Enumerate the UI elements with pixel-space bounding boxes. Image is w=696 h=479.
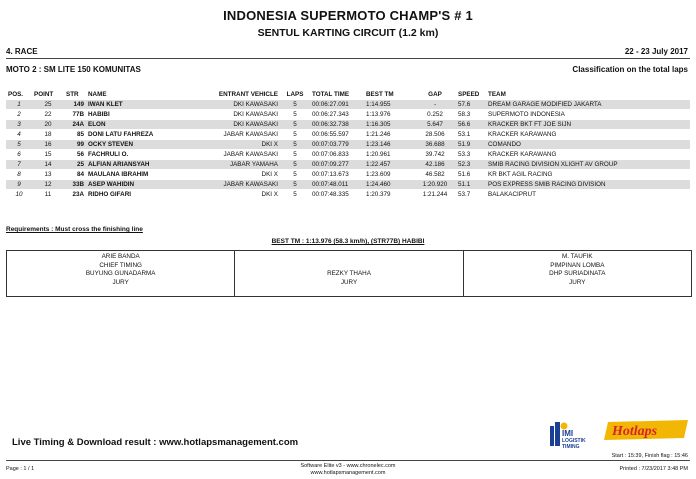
signature-middle (234, 251, 462, 296)
cell-pos: 4 (6, 130, 32, 140)
signatory-name: M. TAUFIK (562, 253, 593, 260)
cell-best-tm: 1:13.976 (364, 110, 414, 120)
cell-team: POS EXPRESS SMIB RACING DIVISION (486, 180, 690, 190)
cell-total-time: 00:07:03.779 (310, 140, 364, 150)
table-row (6, 140, 690, 150)
cell-name: ELON (86, 120, 194, 130)
cell-gap: 28.506 (414, 130, 456, 140)
cell-entrant: DKI X (194, 190, 280, 200)
cell-name: ALFIAN ARIANSYAH (86, 160, 194, 170)
cell-pos: 10 (6, 190, 32, 200)
signature-box (6, 250, 692, 297)
cell-gap: 39.742 (414, 150, 456, 160)
cell-gap: 5.647 (414, 120, 456, 130)
cell-gap: 0.252 (414, 110, 456, 120)
cell-total-time: 00:07:09.277 (310, 160, 364, 170)
cell-laps: 5 (280, 160, 310, 170)
header-divider (6, 58, 690, 59)
col-entrant: ENTRANT VEHICLE (218, 90, 278, 98)
cell-point: 13 (32, 170, 64, 180)
cell-total-time: 00:06:55.597 (310, 130, 364, 140)
cell-name: MAULANA IBRAHIM (86, 170, 194, 180)
cell-best-tm: 1:14.955 (364, 100, 414, 110)
cell-speed: 53.3 (456, 150, 486, 160)
cell-name: ASEP WAHIDIN (86, 180, 194, 190)
cell-laps: 5 (280, 170, 310, 180)
cell-str: 149 (64, 100, 86, 110)
cell-laps: 5 (280, 140, 310, 150)
cell-entrant: DKI KAWASAKI (194, 120, 280, 130)
cell-speed: 53.7 (456, 190, 486, 200)
cell-entrant: JABAR KAWASAKI (194, 150, 280, 160)
cell-name: DONI LATU FAHREZA (86, 130, 194, 140)
cell-team: KRACKER BKT FT JOE SIJN (486, 120, 690, 130)
document-title: INDONESIA SUPERMOTO CHAMP'S # 1 (223, 8, 473, 23)
cell-gap: 1:21.244 (414, 190, 456, 200)
cell-speed: 51.6 (456, 170, 486, 180)
signature-right (463, 251, 691, 296)
cell-str: 25 (64, 160, 86, 170)
software-credit (0, 463, 696, 477)
signatory-role: JURY (112, 278, 129, 286)
cell-str: 24A (64, 120, 86, 130)
cell-name: FACHRULI O. (86, 150, 194, 160)
cell-speed: 51.1 (456, 180, 486, 190)
cell-total-time: 00:06:27.091 (310, 100, 364, 110)
cell-str: 23A (64, 190, 86, 200)
cell-pos: 1 (6, 100, 32, 110)
printed-timestamp: Printed : 7/23/2017 3:48 PM (619, 466, 688, 472)
cell-pos: 7 (6, 160, 32, 170)
col-best-tm: BEST TM (366, 90, 394, 98)
event-dates: 22 - 23 July 2017 (624, 47, 688, 56)
classification-label: Classification on the total laps (572, 65, 688, 74)
cell-laps: 5 (280, 120, 310, 130)
cell-speed: 56.6 (456, 120, 486, 130)
cell-best-tm: 1:22.457 (364, 160, 414, 170)
cell-str: 99 (64, 140, 86, 150)
table-row (6, 180, 690, 190)
cell-laps: 5 (280, 100, 310, 110)
signatory-role: CHIEF TIMING (99, 261, 142, 269)
cell-total-time: 00:06:27.343 (310, 110, 364, 120)
best-time-note: BEST TM : 1:13.976 (58.3 km/h), (STR77B) HABIBI (271, 238, 425, 245)
cell-gap: 1:20.920 (414, 180, 456, 190)
cell-team: BALAKACIPRUT (486, 190, 690, 200)
imi-logo-bar (555, 422, 560, 446)
imi-logo-text: LOGISTIK (562, 438, 586, 444)
cell-entrant: DKI X (194, 140, 280, 150)
hotlaps-logo-text: Hotlaps (612, 424, 658, 439)
cell-laps: 5 (280, 110, 310, 120)
col-total-time: TOTAL TIME (312, 90, 350, 98)
footer-divider (6, 460, 690, 461)
cell-total-time: 00:06:32.738 (310, 120, 364, 130)
signatory-role: JURY (340, 278, 358, 286)
cell-point: 25 (32, 100, 64, 110)
cell-str: 85 (64, 130, 86, 140)
signatory-name: REZKY THAHA (327, 270, 371, 277)
circuit-title: SENTUL KARTING CIRCUIT (1.2 km) (257, 27, 439, 39)
table-row (6, 120, 690, 130)
imi-logo-text: TIMING (562, 444, 580, 450)
cell-pos: 3 (6, 120, 32, 130)
cell-point: 12 (32, 180, 64, 190)
category-label: MOTO 2 : SM LITE 150 KOMUNITAS (6, 65, 141, 74)
col-laps: LAPS (286, 90, 304, 98)
cell-speed: 53.1 (456, 130, 486, 140)
cell-team: DREAM GARAGE MODIFIED JAKARTA (486, 100, 690, 110)
cell-point: 16 (32, 140, 64, 150)
cell-str: 77B (64, 110, 86, 120)
live-timing-link: Live Timing & Download result : www.hotlapsmanagement.com (12, 437, 299, 448)
cell-gap: 36.688 (414, 140, 456, 150)
signatory-role: PIMPINAN LOMBA (550, 261, 605, 269)
cell-str: 33B (64, 180, 86, 190)
cell-team: KRACKER KARAWANG (486, 130, 690, 140)
table-row (6, 170, 690, 180)
cell-name: OCKY STEVEN (86, 140, 194, 150)
cell-total-time: 00:07:48.011 (310, 180, 364, 190)
page-number: Page : 1 / 1 (6, 466, 35, 472)
cell-team: COMANDO (486, 140, 690, 150)
signature-left (7, 251, 234, 296)
cell-pos: 9 (6, 180, 32, 190)
table-header-row (6, 88, 690, 100)
cell-total-time: 00:07:48.335 (310, 190, 364, 200)
cell-best-tm: 1:20.961 (364, 150, 414, 160)
cell-name: RIDHO GIFARI (86, 190, 194, 200)
cell-speed: 58.3 (456, 110, 486, 120)
cell-best-tm: 1:21.246 (364, 130, 414, 140)
cell-pos: 5 (6, 140, 32, 150)
signatory-name: DHP SURIADINATA (549, 270, 606, 277)
cell-speed: 57.6 (456, 100, 486, 110)
cell-speed: 51.9 (456, 140, 486, 150)
cell-gap: 42.186 (414, 160, 456, 170)
cell-entrant: JABAR KAWASAKI (194, 130, 280, 140)
cell-laps: 5 (280, 190, 310, 200)
cell-speed: 52.3 (456, 160, 486, 170)
cell-pos: 8 (6, 170, 32, 180)
table-row (6, 160, 690, 170)
imi-logo-text: IMI (562, 429, 574, 438)
sponsor-logo (550, 418, 690, 452)
table-row (6, 190, 690, 200)
col-point: POINT (34, 90, 54, 98)
cell-name: HABIBI (86, 110, 194, 120)
cell-best-tm: 1:20.379 (364, 190, 414, 200)
table-row (6, 110, 690, 120)
signatory-name: BUYUNG GUNADARMA (85, 270, 156, 277)
cell-pos: 2 (6, 110, 32, 120)
cell-laps: 5 (280, 150, 310, 160)
table-row (6, 130, 690, 140)
signatory-role: JURY (569, 278, 586, 286)
cell-laps: 5 (280, 180, 310, 190)
race-label: 4. RACE (6, 47, 38, 56)
col-pos: POS. (8, 90, 24, 98)
cell-point: 18 (32, 130, 64, 140)
cell-point: 14 (32, 160, 64, 170)
results-table (6, 88, 690, 200)
cell-str: 84 (64, 170, 86, 180)
cell-entrant: DKI KAWASAKI (194, 100, 280, 110)
cell-best-tm: 1:23.609 (364, 170, 414, 180)
requirements-note: Requirements : Must cross the finishing line (6, 226, 143, 233)
cell-point: 11 (32, 190, 64, 200)
table-row (6, 150, 690, 160)
cell-pos: 6 (6, 150, 32, 160)
cell-team: SUPERMOTO INDONESIA (486, 110, 690, 120)
cell-str: 56 (64, 150, 86, 160)
cell-point: 22 (32, 110, 64, 120)
cell-best-tm: 1:16.305 (364, 120, 414, 130)
cell-best-tm: 1:24.460 (364, 180, 414, 190)
cell-team: KR BKT AGIL RACING (486, 170, 690, 180)
col-speed: SPEED (458, 90, 480, 98)
cell-gap: - (414, 100, 456, 110)
col-str: STR (66, 90, 79, 98)
cell-point: 15 (32, 150, 64, 160)
cell-team: SMIB RACING DIVISION XLIGHT AV GROUP (486, 160, 690, 170)
cell-team: KRACKER KARAWANG (486, 150, 690, 160)
cell-name: IWAN KLET (86, 100, 194, 110)
cell-laps: 5 (280, 130, 310, 140)
cell-best-tm: 1:23.146 (364, 140, 414, 150)
software-line: www.hotlapsmanagement.com (310, 470, 386, 476)
cell-gap: 46.582 (414, 170, 456, 180)
col-gap: GAP (428, 90, 442, 98)
cell-entrant: JABAR KAWASAKI (194, 180, 280, 190)
table-row (6, 100, 690, 110)
cell-point: 20 (32, 120, 64, 130)
cell-entrant: DKI X (194, 170, 280, 180)
imi-logo-bar (550, 426, 554, 446)
cell-total-time: 00:07:13.673 (310, 170, 364, 180)
software-line: Software Elite v3 - www.chronelec.com (300, 463, 396, 469)
cell-entrant: DKI KAWASAKI (194, 110, 280, 120)
start-finish-times: Start : 15:39, Finish flag : 15:46 (611, 453, 688, 459)
cell-total-time: 00:07:06.833 (310, 150, 364, 160)
signatory-name: ARIE BANDA (101, 253, 140, 260)
cell-entrant: JABAR YAMAHA (194, 160, 280, 170)
col-name: NAME (88, 90, 107, 98)
col-team: TEAM (488, 90, 506, 98)
